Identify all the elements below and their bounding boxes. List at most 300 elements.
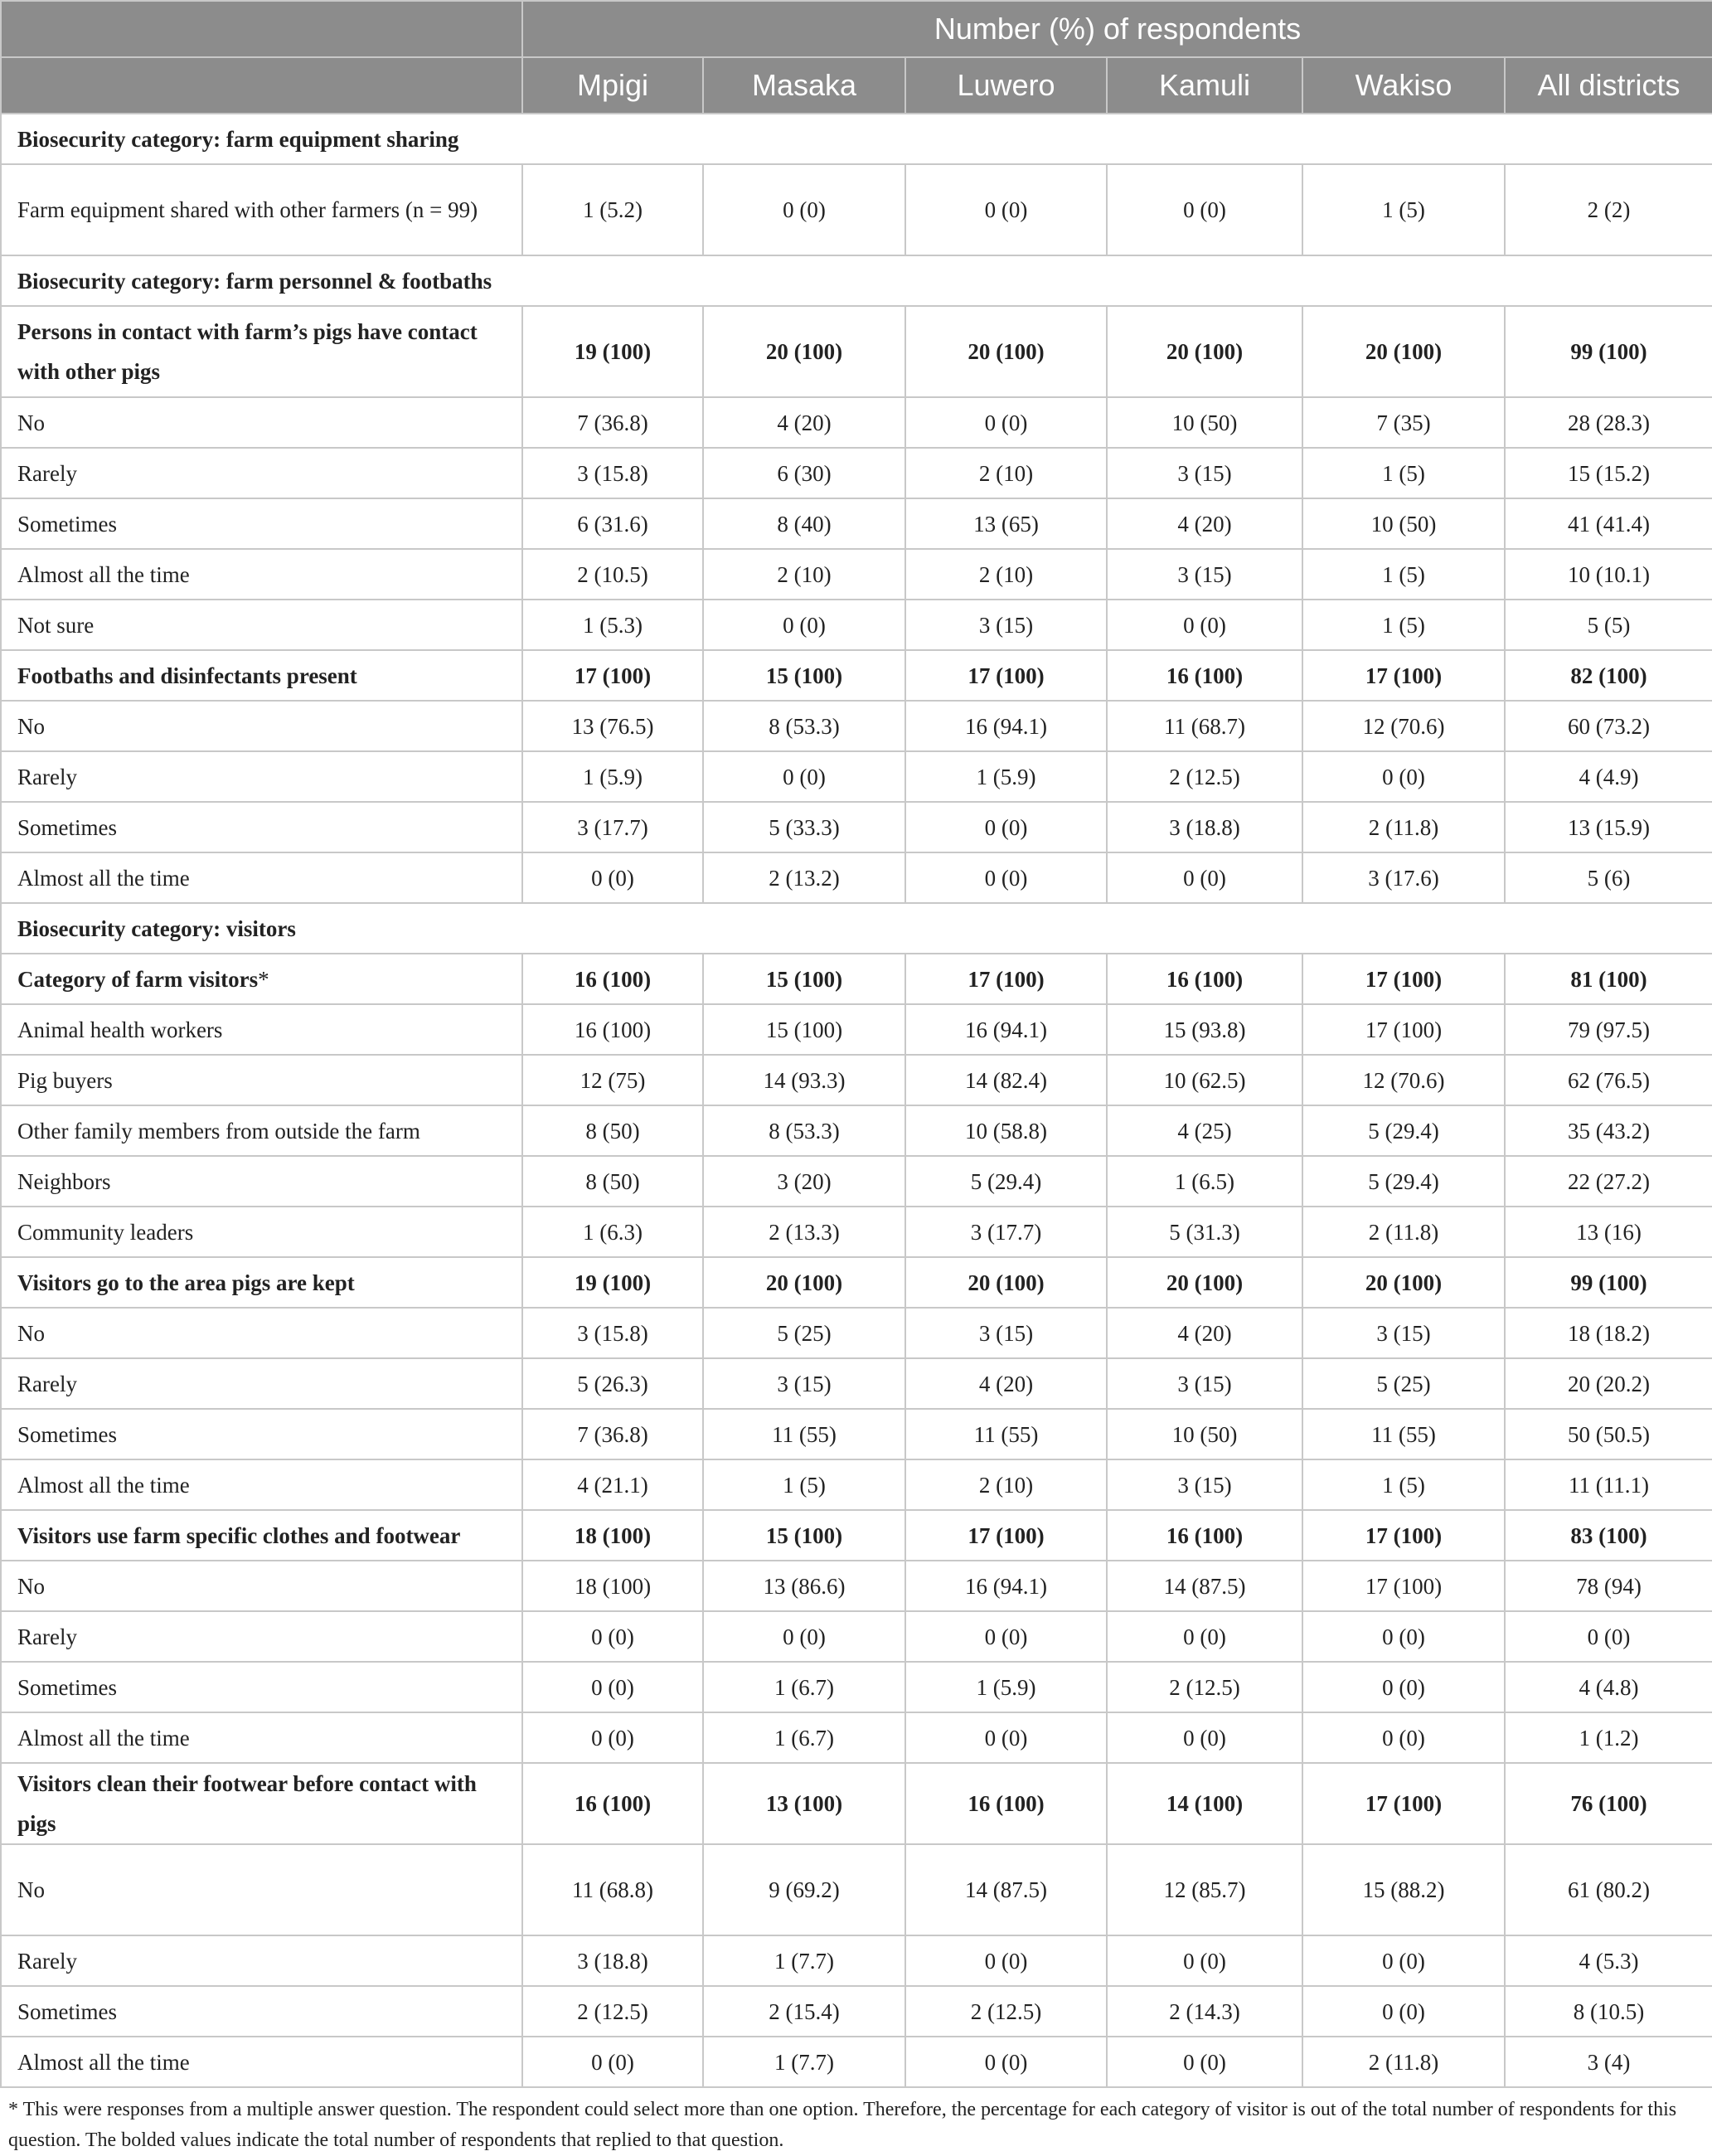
value-cell: 0 (0) [1107,852,1302,903]
value-cell: 2 (15.4) [703,1986,905,2037]
value-cell: 15 (100) [703,1004,905,1055]
row-label-text: Almost all the time [17,1472,190,1498]
footnote: * This were responses from a multiple answer question. The respondent could select more than one option. Therefore, the percentage for each category of visitor is out of the total number of respondents for this question. The bolded values indicate the total number of respondents that replied to that question. [8,2099,1677,2151]
row-label [1,1409,522,1459]
value-cell: 4 (20) [1107,498,1302,549]
table-row [1,1358,1712,1409]
row-label [1,1935,522,1986]
value-cell: 22 (27.2) [1505,1156,1712,1207]
value-cell: 3 (15) [1107,448,1302,498]
value-cell: 0 (0) [905,1611,1107,1662]
value-cell: 0 (0) [1302,1662,1505,1712]
value-cell: 0 (0) [703,751,905,802]
value-cell: 0 (0) [522,1712,703,1763]
value-cell: 1 (6.5) [1107,1156,1302,1207]
value-cell: 20 (100) [703,1257,905,1308]
value-cell: 2 (13.3) [703,1207,905,1257]
value-cell: 2 (10) [905,1459,1107,1510]
value-cell: 8 (10.5) [1505,1986,1712,2037]
value-cell: 10 (10.1) [1505,549,1712,600]
table-row [1,1459,1712,1510]
value-cell: 0 (0) [905,1712,1107,1763]
value-cell: 13 (65) [905,498,1107,549]
value-cell: 8 (50) [522,1105,703,1156]
row-label-text: Footbaths and disinfectants present [17,663,357,688]
row-label [1,1611,522,1662]
value-cell: 0 (0) [905,802,1107,852]
value-cell: 0 (0) [1107,1935,1302,1986]
row-label [1,701,522,751]
value-cell: 9 (69.2) [703,1844,905,1935]
value-cell: 0 (0) [522,852,703,903]
footnote-marker: * [258,966,269,992]
value-cell: 50 (50.5) [1505,1409,1712,1459]
value-cell: 60 (73.2) [1505,701,1712,751]
value-cell: 14 (93.3) [703,1055,905,1105]
value-cell: 8 (53.3) [703,1105,905,1156]
row-label [1,1055,522,1105]
value-cell: 4 (4.9) [1505,751,1712,802]
table-row [1,397,1712,448]
value-cell: 81 (100) [1505,954,1712,1004]
value-cell: 16 (100) [905,1763,1107,1844]
value-cell: 6 (31.6) [522,498,703,549]
row-label [1,397,522,448]
value-cell: 2 (10) [905,448,1107,498]
value-cell: 10 (58.8) [905,1105,1107,1156]
row-label-text: Almost all the time [17,2049,190,2075]
value-cell: 5 (33.3) [703,802,905,852]
row-label [1,1510,522,1561]
section-row [1,114,1712,164]
table-row [1,600,1712,650]
row-label-text: Visitors go to the area pigs are kept [17,1270,355,1295]
section-row [1,903,1712,954]
value-cell: 17 (100) [1302,1561,1505,1611]
table-row [1,1662,1712,1712]
table-row [1,751,1712,802]
value-cell: 2 (12.5) [522,1986,703,2037]
value-cell: 1 (5) [703,1459,905,1510]
value-cell: 13 (16) [1505,1207,1712,1257]
row-label [1,852,522,903]
value-cell: 0 (0) [522,1662,703,1712]
value-cell: 0 (0) [1302,1935,1505,1986]
row-label-text: No [17,1320,45,1346]
value-cell: 15 (93.8) [1107,1004,1302,1055]
row-label-text: Sometimes [17,1674,117,1700]
row-label [1,650,522,701]
value-cell: 11 (55) [905,1409,1107,1459]
value-cell: 15 (88.2) [1302,1844,1505,1935]
column-header: All districts [1505,57,1712,114]
value-cell: 4 (21.1) [522,1459,703,1510]
row-label-text: Rarely [17,1948,77,1974]
value-cell: 15 (100) [703,650,905,701]
row-label [1,1308,522,1358]
column-header: Kamuli [1107,57,1302,114]
value-cell: 1 (5) [1302,1459,1505,1510]
value-cell: 1 (5.9) [905,1662,1107,1712]
header-columns-row [1,57,1712,114]
value-cell: 3 (17.7) [522,802,703,852]
value-cell: 3 (15.8) [522,448,703,498]
value-cell: 10 (50) [1107,1409,1302,1459]
section-label: Biosecurity category: farm equipment sharing [1,114,1712,164]
value-cell: 99 (100) [1505,306,1712,397]
value-cell: 1 (1.2) [1505,1712,1712,1763]
row-label-text: Sometimes [17,1998,117,2024]
value-cell: 5 (25) [703,1308,905,1358]
table-row [1,1207,1712,1257]
value-cell: 13 (76.5) [522,701,703,751]
value-cell: 10 (50) [1302,498,1505,549]
table-row [1,2037,1712,2087]
value-cell: 5 (29.4) [905,1156,1107,1207]
value-cell: 0 (0) [703,164,905,255]
table-row [1,1712,1712,1763]
row-label-text: Category of farm visitors [17,966,259,992]
row-label-text: Visitors clean their footwear before contact with pigs [17,1771,477,1836]
row-label [1,1156,522,1207]
value-cell: 20 (100) [1107,306,1302,397]
value-cell: 19 (100) [522,1257,703,1308]
table-row [1,1156,1712,1207]
value-cell: 3 (17.6) [1302,852,1505,903]
column-header: Mpigi [522,57,703,114]
row-label-text: No [17,1573,45,1599]
question-row [1,954,1712,1004]
row-label [1,1763,522,1844]
value-cell: 16 (94.1) [905,1561,1107,1611]
value-cell: 10 (62.5) [1107,1055,1302,1105]
row-label [1,1986,522,2037]
table-row [1,1308,1712,1358]
row-label [1,1712,522,1763]
value-cell: 14 (87.5) [1107,1561,1302,1611]
value-cell: 18 (100) [522,1561,703,1611]
value-cell: 17 (100) [905,1510,1107,1561]
value-cell: 5 (26.3) [522,1358,703,1409]
value-cell: 28 (28.3) [1505,397,1712,448]
value-cell: 3 (15) [905,600,1107,650]
value-cell: 0 (0) [1302,751,1505,802]
question-row [1,1510,1712,1561]
header-group-label: Number (%) of respondents [522,1,1712,57]
table-row [1,1409,1712,1459]
value-cell: 5 (25) [1302,1358,1505,1409]
row-label-text: Rarely [17,1371,77,1396]
value-cell: 83 (100) [1505,1510,1712,1561]
table-body [1,114,1712,2087]
value-cell: 3 (15) [1107,549,1302,600]
value-cell: 17 (100) [522,650,703,701]
table-row [1,1935,1712,1986]
table-row [1,1611,1712,1662]
value-cell: 2 (12.5) [905,1986,1107,2037]
value-cell: 3 (15) [1107,1358,1302,1409]
value-cell: 6 (30) [703,448,905,498]
value-cell: 17 (100) [1302,1510,1505,1561]
value-cell: 7 (36.8) [522,397,703,448]
value-cell: 5 (29.4) [1302,1105,1505,1156]
row-label [1,1561,522,1611]
value-cell: 3 (20) [703,1156,905,1207]
value-cell: 1 (5.2) [522,164,703,255]
value-cell: 2 (10) [905,549,1107,600]
value-cell: 16 (94.1) [905,701,1107,751]
table-header [1,1,1712,114]
row-label-text: Persons in contact with farm’s pigs have contact with other pigs [17,319,478,384]
value-cell: 3 (15) [703,1358,905,1409]
value-cell: 1 (7.7) [703,1935,905,1986]
row-label-text: Animal health workers [17,1017,223,1042]
row-label [1,751,522,802]
value-cell: 20 (100) [905,306,1107,397]
value-cell: 18 (100) [522,1510,703,1561]
value-cell: 82 (100) [1505,650,1712,701]
row-label [1,1459,522,1510]
value-cell: 3 (15) [1302,1308,1505,1358]
value-cell: 5 (5) [1505,600,1712,650]
value-cell: 4 (5.3) [1505,1935,1712,1986]
value-cell: 17 (100) [905,650,1107,701]
value-cell: 0 (0) [522,2037,703,2087]
value-cell: 8 (50) [522,1156,703,1207]
value-cell: 17 (100) [1302,954,1505,1004]
value-cell: 1 (7.7) [703,2037,905,2087]
value-cell: 0 (0) [703,1611,905,1662]
value-cell: 1 (6.3) [522,1207,703,1257]
row-label-text: Sometimes [17,511,117,537]
row-label-text: Community leaders [17,1219,194,1245]
value-cell: 0 (0) [905,164,1107,255]
row-label [1,1105,522,1156]
value-cell: 1 (5.3) [522,600,703,650]
value-cell: 2 (11.8) [1302,1207,1505,1257]
value-cell: 15 (100) [703,954,905,1004]
value-cell: 20 (100) [905,1257,1107,1308]
value-cell: 20 (20.2) [1505,1358,1712,1409]
value-cell: 0 (0) [1505,1611,1712,1662]
value-cell: 0 (0) [1302,1712,1505,1763]
row-label-text: No [17,410,45,435]
header-group-row [1,1,1712,57]
table-row [1,448,1712,498]
value-cell: 11 (68.8) [522,1844,703,1935]
value-cell: 5 (6) [1505,852,1712,903]
value-cell: 15 (100) [703,1510,905,1561]
row-label-text: Rarely [17,1624,77,1649]
row-label [1,2037,522,2087]
value-cell: 0 (0) [1107,1712,1302,1763]
value-cell: 99 (100) [1505,1257,1712,1308]
value-cell: 62 (76.5) [1505,1055,1712,1105]
value-cell: 16 (94.1) [905,1004,1107,1055]
value-cell: 2 (13.2) [703,852,905,903]
row-label [1,1207,522,1257]
value-cell: 16 (100) [1107,1510,1302,1561]
table-row [1,498,1712,549]
value-cell: 1 (5.9) [522,751,703,802]
row-label-text: Other family members from outside the farm [17,1118,420,1144]
value-cell: 2 (14.3) [1107,1986,1302,2037]
value-cell: 7 (36.8) [522,1409,703,1459]
value-cell: 35 (43.2) [1505,1105,1712,1156]
value-cell: 13 (15.9) [1505,802,1712,852]
value-cell: 17 (100) [905,954,1107,1004]
value-cell: 2 (10.5) [522,549,703,600]
value-cell: 0 (0) [522,1611,703,1662]
value-cell: 18 (18.2) [1505,1308,1712,1358]
row-label-text: Pig buyers [17,1067,113,1093]
table-row [1,549,1712,600]
table-row [1,1004,1712,1055]
value-cell: 4 (20) [905,1358,1107,1409]
value-cell: 2 (2) [1505,164,1712,255]
header-corner [1,1,522,57]
question-row [1,306,1712,397]
value-cell: 3 (15) [905,1308,1107,1358]
row-label-text: Not sure [17,612,95,638]
value-cell: 3 (4) [1505,2037,1712,2087]
row-label-text: Almost all the time [17,561,190,587]
column-header: Luwero [905,57,1107,114]
value-cell: 4 (20) [1107,1308,1302,1358]
value-cell: 12 (70.6) [1302,701,1505,751]
row-label-text: Neighbors [17,1168,111,1194]
value-cell: 3 (15.8) [522,1308,703,1358]
value-cell: 61 (80.2) [1505,1844,1712,1935]
question-row [1,1763,1712,1844]
value-cell: 19 (100) [522,306,703,397]
value-cell: 0 (0) [905,1935,1107,1986]
value-cell: 2 (12.5) [1107,751,1302,802]
value-cell: 1 (5) [1302,164,1505,255]
value-cell: 4 (20) [703,397,905,448]
value-cell: 4 (4.8) [1505,1662,1712,1712]
table-row [1,802,1712,852]
value-cell: 2 (11.8) [1302,802,1505,852]
row-label [1,549,522,600]
row-label [1,1257,522,1308]
row-label-text: Almost all the time [17,1725,190,1751]
value-cell: 13 (86.6) [703,1561,905,1611]
value-cell: 12 (75) [522,1055,703,1105]
value-cell: 4 (25) [1107,1105,1302,1156]
value-cell: 0 (0) [703,600,905,650]
value-cell: 14 (87.5) [905,1844,1107,1935]
value-cell: 41 (41.4) [1505,498,1712,549]
value-cell: 11 (55) [1302,1409,1505,1459]
value-cell: 16 (100) [522,1763,703,1844]
value-cell: 0 (0) [905,852,1107,903]
row-label-text: Almost all the time [17,865,190,891]
section-label: Biosecurity category: farm personnel & footbaths [1,255,1712,306]
value-cell: 16 (100) [522,1004,703,1055]
value-cell: 8 (40) [703,498,905,549]
value-cell: 16 (100) [1107,650,1302,701]
value-cell: 1 (5) [1302,600,1505,650]
value-cell: 10 (50) [1107,397,1302,448]
value-cell: 0 (0) [1107,600,1302,650]
row-label [1,498,522,549]
value-cell: 17 (100) [1302,650,1505,701]
value-cell: 16 (100) [522,954,703,1004]
value-cell: 2 (11.8) [1302,2037,1505,2087]
value-cell: 2 (10) [703,549,905,600]
row-label-text: Rarely [17,764,77,789]
value-cell: 13 (100) [703,1763,905,1844]
row-label [1,954,522,1004]
table-row [1,701,1712,751]
value-cell: 3 (17.7) [905,1207,1107,1257]
value-cell: 14 (100) [1107,1763,1302,1844]
table-row [1,1844,1712,1935]
table-row [1,852,1712,903]
value-cell: 17 (100) [1302,1004,1505,1055]
value-cell: 11 (55) [703,1409,905,1459]
value-cell: 3 (18.8) [1107,802,1302,852]
value-cell: 14 (82.4) [905,1055,1107,1105]
value-cell: 3 (15) [1107,1459,1302,1510]
row-label-text: Rarely [17,460,77,486]
value-cell: 0 (0) [1107,164,1302,255]
value-cell: 5 (29.4) [1302,1156,1505,1207]
value-cell: 12 (70.6) [1302,1055,1505,1105]
row-label [1,1844,522,1935]
row-label [1,1358,522,1409]
value-cell: 0 (0) [905,397,1107,448]
value-cell: 5 (31.3) [1107,1207,1302,1257]
value-cell: 20 (100) [703,306,905,397]
value-cell: 20 (100) [1302,1257,1505,1308]
value-cell: 1 (6.7) [703,1712,905,1763]
value-cell: 0 (0) [1302,1986,1505,2037]
value-cell: 2 (12.5) [1107,1662,1302,1712]
value-cell: 79 (97.5) [1505,1004,1712,1055]
row-label [1,600,522,650]
value-cell: 1 (5) [1302,448,1505,498]
value-cell: 11 (68.7) [1107,701,1302,751]
section-label: Biosecurity category: visitors [1,903,1712,954]
table-row [1,1986,1712,2037]
value-cell: 0 (0) [1107,2037,1302,2087]
section-row [1,255,1712,306]
question-row [1,650,1712,701]
value-cell: 20 (100) [1107,1257,1302,1308]
table-row [1,164,1712,255]
row-label [1,802,522,852]
value-cell: 1 (6.7) [703,1662,905,1712]
row-label-text: No [17,713,45,739]
value-cell: 8 (53.3) [703,701,905,751]
value-cell: 20 (100) [1302,306,1505,397]
value-cell: 76 (100) [1505,1763,1712,1844]
row-label [1,448,522,498]
question-row [1,1257,1712,1308]
row-label-text: No [17,1877,45,1902]
row-label [1,164,522,255]
value-cell: 16 (100) [1107,954,1302,1004]
value-cell: 78 (94) [1505,1561,1712,1611]
value-cell: 15 (15.2) [1505,448,1712,498]
value-cell: 11 (11.1) [1505,1459,1712,1510]
value-cell: 0 (0) [1107,1611,1302,1662]
value-cell: 17 (100) [1302,1763,1505,1844]
value-cell: 0 (0) [905,2037,1107,2087]
value-cell: 1 (5.9) [905,751,1107,802]
